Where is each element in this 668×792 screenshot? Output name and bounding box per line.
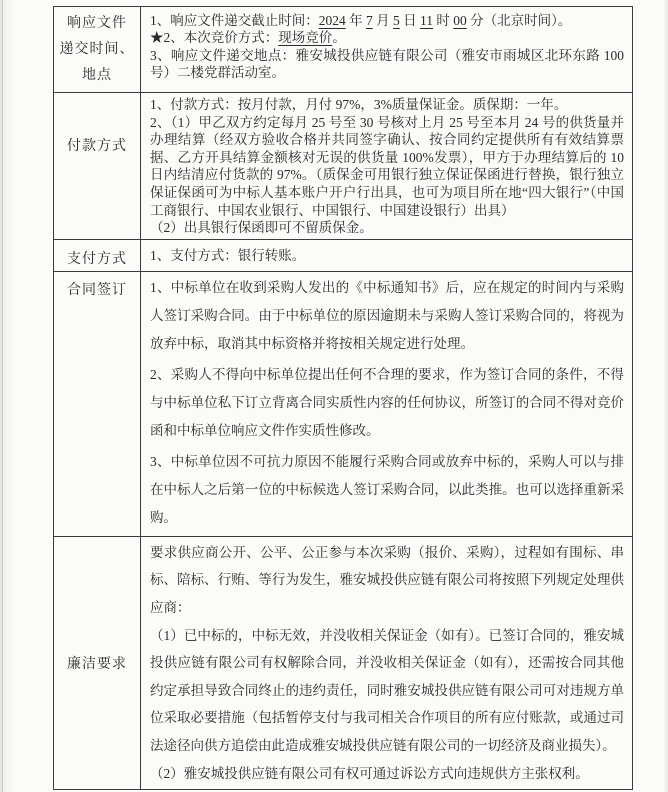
row-integrity-requirements: [54, 536, 633, 789]
content-paragraph: （2）雅安城投供应链有限公司有权可通过诉讼方式向违规供方主张权利。: [150, 765, 589, 781]
row-header-label: 付款方式: [67, 139, 127, 155]
row-header-line: 响应文件: [67, 15, 127, 31]
content-paragraph: 1、付款方式：按月付款，月付 97%，3%质量保证金。质保期：一年。: [150, 97, 568, 112]
content-paragraph: 2、采购人不得向中标单位提出任何不合理的要求，作为签订合同的条件，不得与中标单位私下订立背离合同实质性内容的任何协议，所签订的合同不得对竞价函和中标单位响应文件作实质性修改。: [150, 366, 624, 438]
row-content-cell: [141, 239, 633, 271]
bid-method-period: 。: [332, 30, 346, 46]
deadline-month: 7: [366, 13, 373, 28]
deadline-label: 1、响应文件递交截止时间：: [150, 13, 319, 28]
procurement-terms-table: [53, 6, 633, 790]
row-content-cell: [141, 536, 633, 789]
deadline-month-unit: 月: [372, 13, 393, 28]
row-header-cell: [54, 536, 141, 789]
row-header-cell: [54, 271, 141, 536]
row-content-cell: [141, 93, 633, 240]
bid-method-line: [150, 29, 624, 46]
content-paragraph: 要求供应商公开、公平、公正参与本次采购（报价、采购），过程如有围标、串标、陪标、行贿、等行为发生，雅安城投供应链有限公司将按照下列规定处理供应商：: [150, 544, 624, 615]
row-content-cell: [141, 7, 633, 93]
scan-edge-artifact-right: [663, 0, 668, 792]
content-paragraph: 3、中标单位因不可抗力原因不能履行采购合同或放弃中标的，采购人可以与排在中标人之后第一位的中标候选人签订采购合同，以此类推。也可以选择重新采购。: [150, 453, 624, 525]
row-contract-signing: [54, 271, 633, 536]
bid-method-label: 2、本次竞价方式：: [163, 30, 279, 46]
deadline-hour: 11: [420, 13, 433, 28]
deadline-suffix: 分（北京时间）。: [466, 13, 572, 28]
row-header-cell: [54, 239, 141, 271]
row-payment-method: [54, 239, 633, 271]
content-paragraph: 1、支付方式：银行转账。: [150, 248, 306, 264]
deadline-line: [150, 12, 624, 29]
deadline-day-unit: 日: [399, 13, 420, 28]
deadline-hour-unit: 时: [433, 13, 454, 28]
deadline-year-unit: 年: [345, 13, 366, 28]
submission-place-line: 3、响应文件递交地点：雅安城投供应链有限公司（雅安市雨城区北环东路 100 号）二楼党群活动室。: [150, 47, 624, 80]
row-submission-time-place: [54, 7, 633, 93]
row-payment-terms: [54, 93, 633, 240]
scan-edge-line: [2, 0, 3, 792]
row-header-cell: [54, 93, 141, 240]
deadline-day: 5: [393, 13, 400, 28]
row-header-label: 合同签订: [67, 282, 127, 298]
content-paragraph: （1）已中标的，中标无效，并没收相关保证金（如有）。已签订合同的，雅安城投供应链有限公司有权解除合同，并没收相关保证金（如有），还需按合同其他约定承担导致合同终止的违约责任，同时雅安城投供应链有限公司可对违规方单位采取必要措施（包括暂停支付与我司相关合作项目的所有应付账款，或通过司法途径向供方追偿由此造成雅安城投供应链有限公司的一切经济及商业损失）。: [150, 627, 624, 753]
content-paragraph: （2）出具银行保函即可不留质保金。: [150, 220, 373, 236]
row-header-line: 递交时间、: [59, 41, 135, 57]
row-header-line: 地点: [82, 67, 112, 83]
row-header-label: 支付方式: [67, 251, 127, 267]
deadline-year: 2024: [318, 13, 346, 28]
row-header-label: 廉洁要求: [67, 656, 127, 672]
bid-method-value: 现场竞价: [278, 30, 333, 46]
content-paragraph: 2、（1）甲乙双方约定每月 25 号至 30 号核对上月 25 号至本月 24 号的供货量并办理结算（经双方验收合格并共同签字确认、按合同约定提供所有有效结算票据、乙方开具结算金额核对无误的供货量 100%发票），甲方于办理结算后的 10 日内结清应付货款的 97%。（质保金可用银行独立保证保函进行替换，银行独立保证保函可为中标人基本账户开户行出具，也可为项目所在地“四大银行”（中国工商银行、中国农业银行、中国银行、中国建设银行）出具）: [150, 114, 624, 218]
content-paragraph: 1、中标单位在收到采购人发出的《中标通知书》后，应在规定的时间内与采购人签订采购合同。由于中标单位的原因逾期未与采购人签订采购合同的，将视为放弃中标，取消其中标资格并将按相关规定进行处理。: [150, 279, 624, 351]
star-marker: ★: [150, 30, 164, 46]
deadline-minute: 00: [453, 13, 467, 28]
row-content-cell: [141, 271, 633, 536]
row-header-cell: [54, 7, 141, 93]
